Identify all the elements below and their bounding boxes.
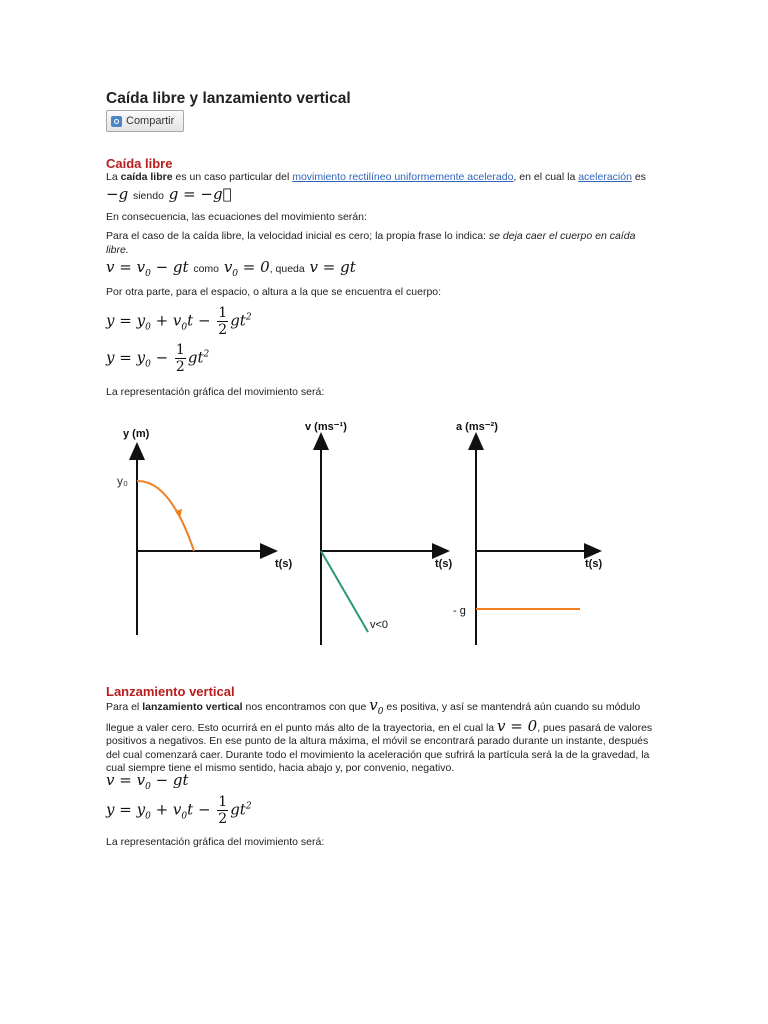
t-axis-label-1: t(s) — [275, 558, 293, 570]
paragraph-velocidad: Para el caso de la caída libre, la velocidad inicial es cero; la propia frase lo indica: se deja caer el cuerpo en caída libre. — [106, 230, 636, 256]
paragraph-consecuencia: En consecuencia, las ecuaciones del movimiento serán: — [106, 211, 367, 223]
share-button[interactable] — [106, 110, 184, 132]
v-axis-label: v (ms⁻¹) — [305, 421, 347, 433]
t-axis-label-3: t(s) — [585, 558, 603, 570]
equation-position-full: $y = y_0 + v_0t$ − $\frac{1}{2}$ $gt^2$ — [106, 305, 252, 338]
velocity-line — [321, 551, 368, 632]
share-icon — [111, 116, 122, 127]
share-button-label: Compartir — [126, 115, 175, 127]
section-heading-caida-libre: Caída libre — [106, 156, 173, 171]
paragraph-lanzamiento: Para el lanzamiento vertical nos encontramos con que $v_0$ es positiva, y así se mantendrá aún cuando su módulo llegue a valer cero. Esto ocurrirá en el punto más alto de la trayectoria, en el cual la v = 0, pues pasará de valores positivos a negativos. En ese punto de la altura máxima, el móvil se encontrará parado durante un instante, después del cual comenzará caer. Durante todo el movimiento la aceleración que sufrirá la partícula será la de la gravedad, la cual siempre tiene el mismo sentido, hacia abajo y, por convenio, negativo. — [106, 696, 653, 774]
equation-velocity-vertical: $v = v_0$ − gt — [106, 771, 189, 792]
paragraph-espacio: Por otra parte, para el espacio, o altura a la que se encuentra el cuerpo: — [106, 286, 442, 298]
t-axis-label-2: t(s) — [435, 558, 453, 570]
link-mrua[interactable]: movimiento rectilíneo uniformemente acelerado — [292, 171, 514, 183]
page-title: Caída libre y lanzamiento vertical — [106, 90, 351, 107]
bold-lanzamiento-vertical: lanzamiento vertical — [142, 701, 243, 713]
paragraph-intro: La caída libre es un caso particular del movimiento rectilíneo uniformemente acelerado, en el cual la aceleración es — [106, 171, 646, 183]
paragraph-grafica-1: La representación gráfica del movimiento será: — [106, 386, 325, 398]
bold-caida-libre: caída libre — [120, 171, 173, 183]
paragraph-grafica-2: La representación gráfica del movimiento será: — [106, 836, 325, 848]
y0-label: y₀ — [117, 474, 128, 488]
equation-velocity: $v = v_0$ − gt como $v_0 = 0$, queda v = gt — [106, 258, 356, 279]
minus-g-label: - g — [453, 605, 466, 617]
position-curve — [137, 481, 194, 551]
y-axis-label: y (m) — [123, 428, 150, 440]
equation-g-definition: −g siendo g = −g⃗ — [106, 185, 232, 203]
section-heading-lanzamiento-vertical: Lanzamiento vertical — [106, 684, 235, 699]
v-negative-label: v<0 — [370, 619, 389, 631]
free-fall-graphs — [0, 410, 768, 650]
equation-position-vertical: $y = y_0 + v_0t$ − $\frac{1}{2}$ $gt^2$ — [106, 794, 252, 827]
a-axis-label: a (ms⁻²) — [456, 421, 498, 433]
equation-position-free-fall: $y = y_0$ − $\frac{1}{2}$ $gt^2$ — [106, 342, 210, 375]
link-aceleracion[interactable]: aceleración — [578, 171, 632, 183]
